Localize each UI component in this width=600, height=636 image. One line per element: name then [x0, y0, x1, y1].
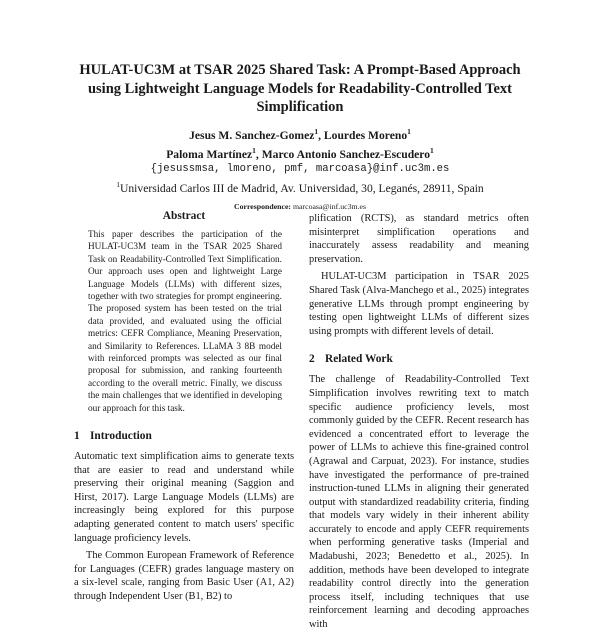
left-column	[74, 210, 294, 608]
paragraph: HULAT-UC3M participation in TSAR 2025 Shared Task (Alva-Manchego et al., 2025) integrates generative LLMs through prompt engineering by testing open lightweight LLMs of different sizes using prompts with different levels of detail.	[309, 271, 529, 337]
affiliation-text: Universidad Carlos III de Madrid, Av. Universidad, 30, Leganés, 28911, Spain	[120, 181, 484, 195]
section-number: 2	[309, 353, 315, 366]
correspondence-email: marcoasa@inf.uc3m.es	[292, 201, 366, 211]
author-name: Lourdes Moreno	[323, 128, 408, 142]
abstract-text: This paper describes the participation of the HULAT-UC3M team in the TSAR 2025 Shared Task on Readability-Controlled Text Simplification. Our approach uses open and lightweight Large Language Models (LLMs) with different sizes, together with two strategies for prompt engineering. The proposed system has been tested on the trial data provided, and evaluated using the official metrics: CEFR Compliance, Meaning Preservation, and Similarity to References. LLaMA 3 8B model with reinforced prompts was selected as our final proposal for submission, and ranking fourteenth according to the overall metric. Finally, we discuss the main challenges that we identified in developing our approach for this task.	[88, 230, 282, 414]
affiliation-mark: 1	[407, 127, 411, 136]
author-name: Paloma Martínez	[166, 147, 253, 161]
affiliation-mark: 1	[116, 179, 120, 189]
author-block	[80, 124, 520, 214]
section-title: Related Work	[325, 353, 393, 366]
author-name: Jesus M. Sanchez-Gomez	[189, 128, 315, 142]
right-column	[309, 212, 529, 636]
section-number: 1	[74, 430, 80, 443]
author-line-2: Paloma Martínez$^1$, Marco Antonio Sanchez-Escudero$^1$	[166, 145, 434, 161]
author-name: Marco Antonio Sanchez-Escudero	[261, 147, 431, 161]
abstract-heading: Abstract	[162, 210, 206, 222]
affiliation	[80, 177, 520, 196]
section-heading-introduction	[74, 430, 294, 442]
paragraph: The challenge of Readability-Controlled Text Simplification involves rewriting text to match specific audience proficiency levels, most commonly guided by the CEFR. Recent research has evidenced a concentrated effort to leverage the power of LLMs to achieve this fine-grained control (Agrawal and Carpuat, 2023). For instance, studies have investigated the performance of pre-trained instruction-tuned LLMs in aligning their generated output with standardized readability criteria, finding that models vary widely in their inherent ability accurately to encode and apply CEFR requirements when performing generative tasks (Imperial and Madabushi, 2023; Benedetto et al., 2025). In addition, methods have been developed to integrate readability control directly into the generation process itself, including techniques that use reinforcement learning and decoding approaches with	[309, 374, 529, 631]
author-emails: {jesussmsa, lmoreno, pmf, marcoasa}@inf.uc3m.es	[150, 162, 450, 175]
author-line-1: Jesus M. Sanchez-Gomez$^1$, Lourdes Moreno$^1$	[189, 127, 411, 142]
section-heading-related-work	[309, 353, 529, 365]
correspondence-label: Correspondence:	[234, 201, 292, 211]
affiliation-mark: 1	[314, 127, 319, 136]
affiliation-mark: 1	[252, 145, 256, 155]
section-title: Introduction	[90, 430, 152, 443]
paragraph: The Common European Framework of Reference for Languages (CEFR) grades language mastery on a six-level scale, ranging from Basic User (A1, A2) through Independent User (B1, B2) to	[74, 550, 294, 603]
paragraph: plification (RCTS), as standard metrics often misinterpret simplification operations and inaccurately assess readability and meaning preservation.	[309, 213, 529, 265]
paragraph: Automatic text simplification aims to generate texts that are easier to read and understand while preserving their original meaning (Saggion and Hirst, 2017). Large Language Models (LLMs) are increasingly being explored for this purpose adapting generated content to match users' specific language proficiency levels.	[74, 451, 294, 544]
paper-title: HULAT-UC3M at TSAR 2025 Shared Task: A Prompt-Based Approach using Lightweight Language Models for Readability-Controlled Text Simplification	[79, 62, 521, 115]
affiliation-mark: 1	[430, 145, 434, 155]
